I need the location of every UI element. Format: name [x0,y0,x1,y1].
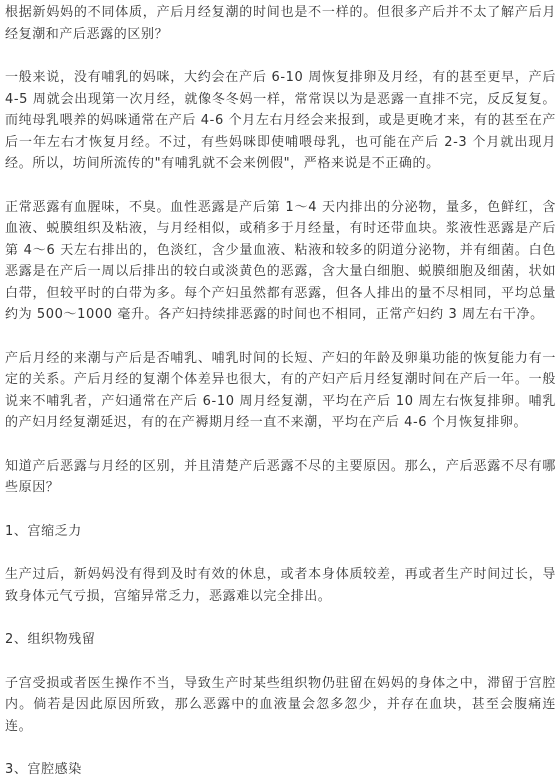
article-paragraph: 产后月经的来潮与产后是否哺乳、哺乳时间的长短、产妇的年龄及卵巢功能的恢复能力有一定的关系。产后月经的复潮个体差异也很大，有的产妇产后月经复潮时间在产后一年。一般说来不哺乳者，产妇通常在产后 6-10 周月经复潮，平均在产后 10 周左右恢复排卵。哺乳的产妇月经复潮延迟，有的在产褥期月经一直不来潮，平均在产后 4-6 个月恢复排卵。 [5,350,556,430]
section-heading: 3、宫腔感染 [5,762,82,777]
article-paragraph: 一般来说，没有哺乳的妈咪，大约会在产后 6-10 周恢复排卵及月经，有的甚至更早，产后 4-5 周就会出现第一次月经，就像冬冬妈一样，常常误以为是恶露一直排不完，反反复复。而纯母乳喂养的妈咪通常在产后 4-6 个月左右月经会来报到，或是更晚才来，有的甚至在产后一年左右才恢复月经。不过，有些妈咪即使哺喂母乳，也可能在产后 2-3 个月就出现月经。所以，坊间所流传的"有哺乳就不会来例假"，严格来说是不正确的。 [5,70,556,171]
section-heading: 1、宫缩乏力 [5,523,82,539]
article-paragraph: 知道产后恶露与月经的区别，并且清楚产后恶露不尽的主要原因。那么，产后恶露不尽有哪些原因？ [5,458,556,495]
article-paragraph: 正常恶露有血腥味，不臭。血性恶露是产后第 1～4 天内排出的分泌物，量多，色鲜红，含血液、蜕膜组织及粘液，与月经相似，或稍多于月经量，有时还带血块。浆液性恶露是产后第 4～6 天左右排出的，色淡红，含少量血液、粘液和较多的阴道分泌物，并有细菌。白色恶露是在产后一周以后排出的较白或淡黄色的恶露，含大量白细胞、蜕膜细胞及细菌，状如白带，但较平时的白带为多。每个产妇虽然都有恶露，但各人排出的量不尽相同，平均总量约为 500～1000 毫升。各产妇持续排恶露的时间也不相同，正常产妇约 3 周左右干净。 [5,199,556,322]
article-paragraph: 生产过后，新妈妈没有得到及时有效的休息，或者本身体质较差，再或者生产时间过长，导致身体元气亏损，宫缩异常乏力，恶露难以完全排出。 [5,567,556,604]
article-paragraph: 子宫受损或者医生操作不当，导致生产时某些组织物仍驻留在妈妈的身体之中，滞留于宫腔内。倘若是因此原因所致，那么恶露中的血液量会忽多忽少，并存在血块，甚至会腹痛连连。 [5,675,556,734]
article-paragraph: 根据新妈妈的不同体质，产后月经复潮的时间也是不一样的。但很多产后并不太了解产后月经复潮和产后恶露的区别？ [5,5,556,42]
section-heading: 2、组织物残留 [5,632,96,647]
